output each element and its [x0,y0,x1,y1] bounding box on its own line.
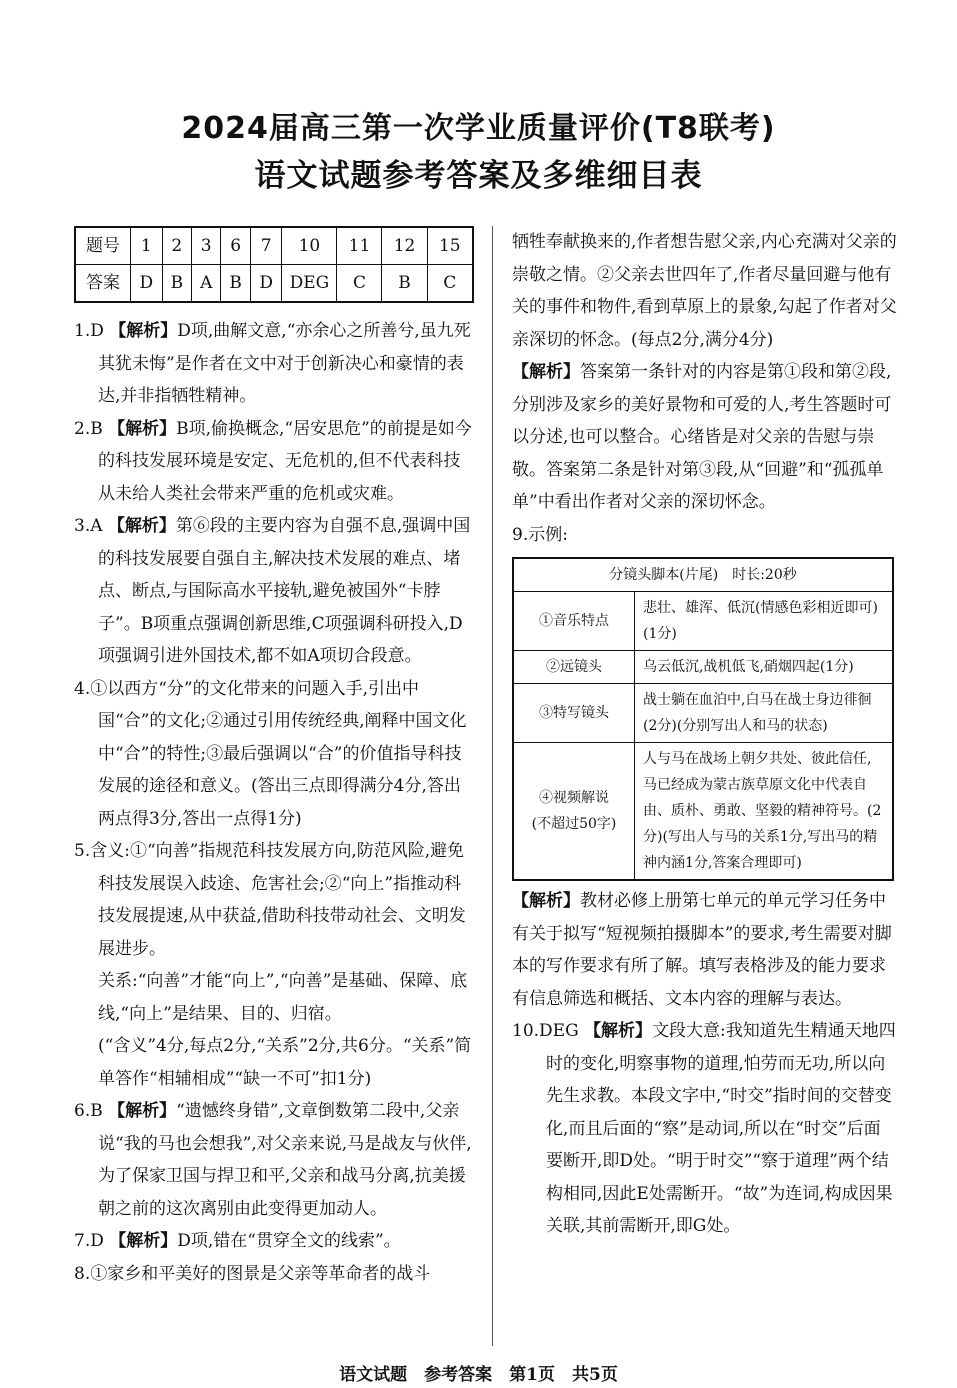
storyboard-label-main: ④视频解说 [539,790,609,806]
analysis-tag: 【解析】 [108,418,177,439]
question-number: 7 [250,227,282,265]
storyboard-row [513,684,893,743]
answer-8-continued: 牺牲奉献换来的,作者想告慰父亲,内心充满对父亲的崇敬之情。②父亲去世四年了,作者尽量回避与他有关的事件和物件,看到草原上的景象,勾起了作者对父亲深切的怀念。(每点2分,满分4分) [512,232,897,350]
answer-cell: B [221,265,251,303]
analysis-tag: 【解析】 [512,362,580,382]
answer-cell: B [382,265,427,303]
answer-7-head: 7.D [74,1231,110,1251]
answer-1-head: 1.D [74,321,110,341]
question-number: 15 [427,227,473,265]
answer-8: 8.①家乡和平美好的图景是父亲等革命者的战斗 [74,1263,431,1284]
question-number: 6 [221,227,251,265]
answer-8-analysis-body: 答案第一条针对的内容是第①段和第②段,分别涉及家乡的美好景物和可爱的人,考生答题时可以分述,也可以整合。心绪皆是对父亲的告慰与崇敬。答案第二条是针对第③段,从“回避”和“孤孤单单”中看出作者对父亲的深切怀念。 [512,362,892,512]
analysis-tag: 【解析】 [107,516,176,536]
answer-9-analysis-body: 教材必修上册第七单元的单元学习任务中有关于拟写“短视频拍摄脚本”的要求,考生需要对脚本的写作要求有所了解。填写表格涉及的能力要求有信息筛选和概括、文本内容的理解与表达。 [512,891,892,1009]
left-column [74,226,474,1290]
answer-2 [74,413,474,511]
answer-table-label: 答案 [75,265,131,303]
answer-cell: B [162,265,192,303]
question-number: 12 [382,227,427,265]
answer-2-body: B项,偷换概念,“居安思危”的前提是如今的科技发展环境是安定、无危机的,但不代表科技从未给人类社会带来严重的危机或灾难。 [98,418,472,504]
analysis-tag: 【解析】 [512,891,580,911]
right-column [512,226,897,1243]
answer-5-relation: 关系:“向善”才能“向上”,“向善”是基础、保障、底线,“向上”是结果、目的、归宿。 [98,971,468,1024]
answer-3-body: 第⑥段的主要内容为自强不息,强调中国的科技发展要自强自主,解决技术发展的难点、堵点、断点,与国际高水平接轨,避免被国外“卡脖子”。B项重点强调创新思维,C项强调科研投入,D项强调引进外国技术,都不如A项切合段意。 [98,516,471,666]
storyboard-row [513,651,893,684]
answer-5-score: (“含义”4分,每点2分,“关系”2分,共6分。“关系”简单答作“相辅相成”“缺一不可”扣1分) [98,1036,472,1089]
question-number: 11 [337,227,382,265]
answer-10-head: 10.DEG [512,1021,585,1041]
storyboard-row [513,592,893,651]
answer-4: 4.①以西方“分”的文化带来的问题入手,引出中国“合”的文化;②通过引用传统经典,阐释中国文化中“合”的特性;③最后强调以“合”的价值指导科技发展的途径和意义。(答出三点即得满分4分,答出两点得3分,答出一点得1分) [74,678,467,829]
answer-cell: C [337,265,382,303]
page-footer: 语文试题 参考答案 第1页 共5页 [339,1365,618,1385]
analysis-tag: 【解析】 [108,1101,177,1121]
page-title: 2024届高三第一次学业质量评价(T8联考) [181,111,776,146]
answer-9-head: 9.示例: [512,524,568,545]
storyboard-header: 分镜头脚本(片尾) 时长:20秒 [513,558,893,592]
storyboard-label [513,743,635,881]
answer-1-body: D项,曲解文意,“亦余心之所善兮,虽九死其犹未悔”是作者在文中对于创新决心和豪情的表达,并非指牺牲精神。 [98,321,471,406]
question-number: 10 [282,227,337,265]
storyboard-label-note: (不超过50字) [531,816,617,832]
answer-table [74,226,474,303]
storyboard-content: 人与马在战场上朝夕共处、彼此信任,马已经成为蒙古族草原文化中代表自由、质朴、勇敢、坚毅的精神符号。(2分)(写出人与马的关系1分,写出马的精神内涵1分,答案合理即可) [635,743,894,881]
answer-8-analysis [512,356,897,519]
answer-cell: D [131,265,163,303]
answer-10 [512,1015,897,1243]
column-divider [492,226,493,1346]
storyboard-row [513,743,893,881]
answer-cell: D [250,265,282,303]
storyboard-content: 战士躺在血泊中,白马在战士身边徘徊(2分)(分别写出人和马的状态) [635,684,894,743]
answer-table-row-numbers [75,227,473,265]
analysis-tag: 【解析】 [109,1231,178,1251]
answer-7 [74,1225,474,1258]
answer-6-head: 6.B [74,1101,109,1121]
answer-10-body: 文段大意:我知道先生精通天地四时的变化,明察事物的道理,怕劳而无功,所以向先生求教。本段文字中,“时交”指时间的交替变化,而且后面的“察”是动词,所以在“时交”后面要断开,即D处。“明于时交”“察于道理”两个结构相同,因此E处需断开。“故”为连词,构成因果关联,其前需断开,即G处。 [546,1021,896,1236]
answer-cell: DEG [282,265,337,303]
question-number: 1 [131,227,163,265]
answer-cell: C [427,265,473,303]
storyboard-content: 乌云低沉,战机低飞,硝烟四起(1分) [635,651,894,684]
answer-2-head: 2.B [74,418,109,439]
answer-cell: A [192,265,221,303]
answer-6-body: “遗憾终身错”,文章倒数第二段中,父亲说“我的马也会想我”,对父亲来说,马是战友与伙伴,为了保家卫国与捍卫和平,父亲和战马分离,抗美援朝之前的这次离别由此变得更加动人。 [98,1101,472,1219]
page-subtitle: 语文试题参考答案及多维细目表 [254,158,703,194]
answer-table-label: 题号 [75,227,131,265]
answer-1 [74,315,474,413]
storyboard-label: ②远镜头 [513,651,635,684]
answer-3-head: 3.A [74,516,108,536]
analysis-tag: 【解析】 [109,321,178,341]
storyboard-table [512,557,894,881]
answer-3 [74,510,474,673]
answer-5: 5.含义:①“向善”指规范科技发展方向,防范风险,避免科技发展误入歧途、危害社会;②“向上”指推动科技发展提速,从中获益,借助科技带动社会、文明发展进步。 [74,841,466,959]
storyboard-label: ①音乐特点 [513,592,635,651]
analysis-tag: 【解析】 [584,1021,653,1041]
question-number: 3 [192,227,221,265]
storyboard-label: ③特写镜头 [513,684,635,743]
answer-6 [74,1095,474,1225]
answer-9-analysis [512,885,897,1015]
answer-7-body: D项,错在“贯穿全文的线索”。 [177,1231,401,1251]
question-number: 2 [162,227,192,265]
answer-table-row-answers [75,265,473,303]
storyboard-content: 悲壮、雄浑、低沉(情感色彩相近即可)(1分) [635,592,894,651]
